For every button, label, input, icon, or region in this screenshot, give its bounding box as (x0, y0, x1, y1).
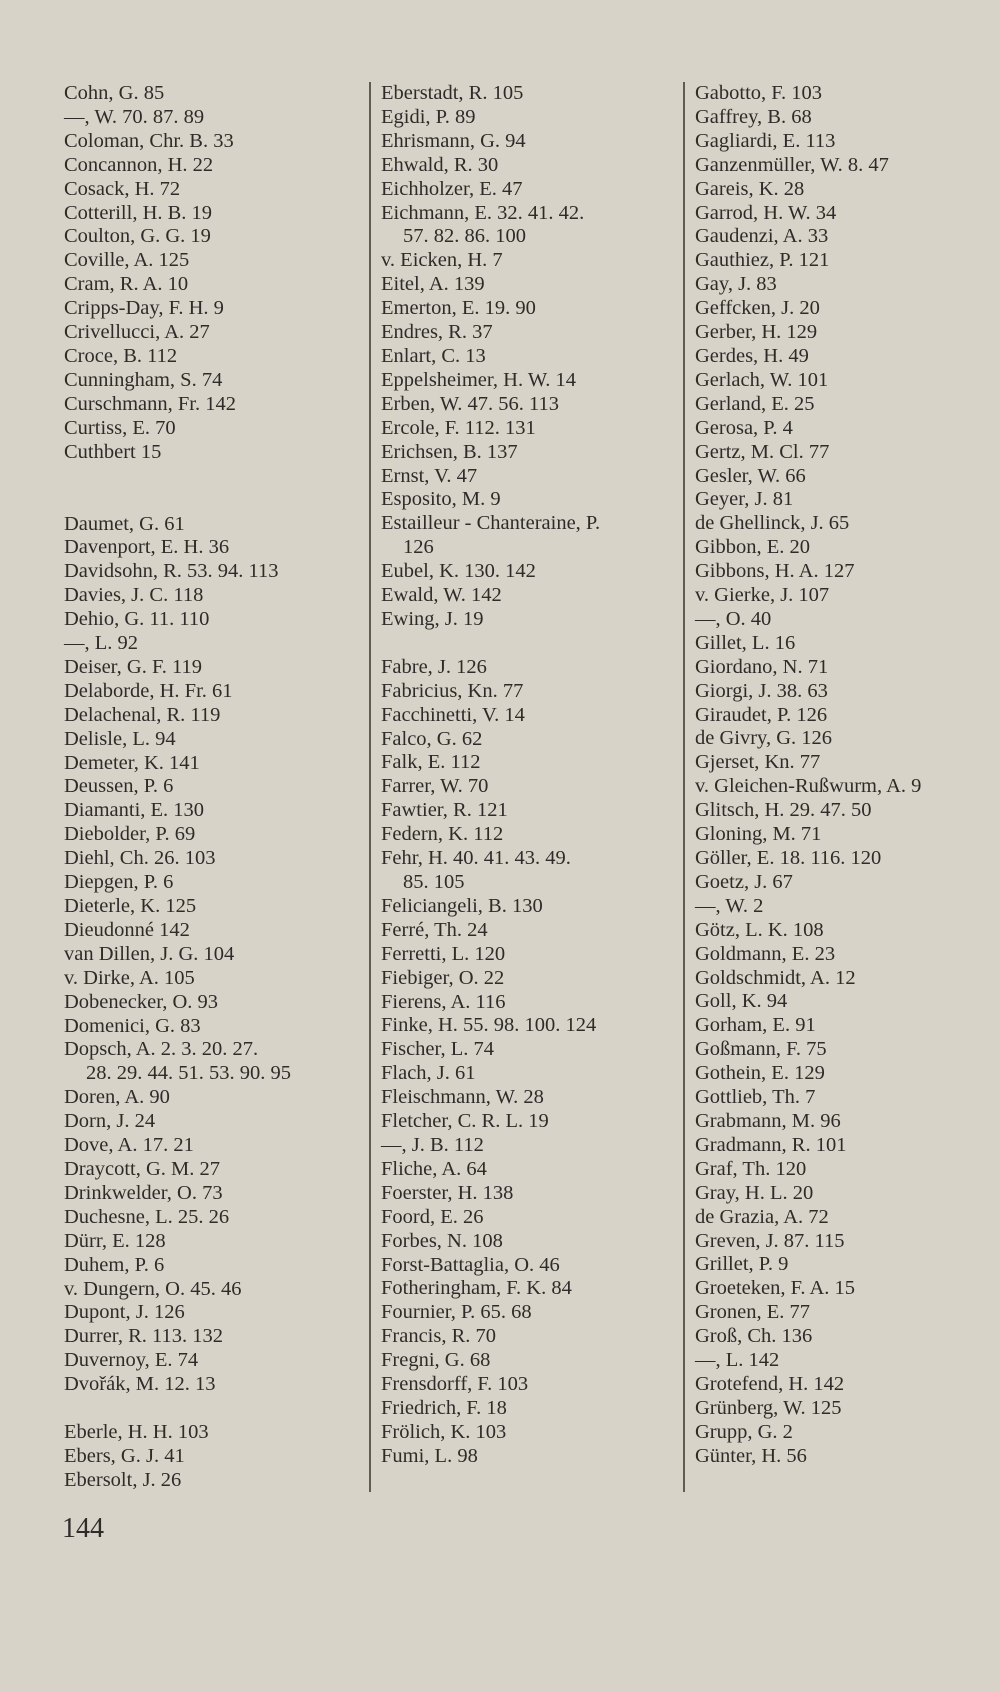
section-gap (381, 632, 686, 656)
index-entry: Esposito, M. 9 (381, 488, 501, 511)
index-entry: de Ghellinck, J. 65 (695, 512, 850, 535)
index-entry: Gothein, E. 129 (695, 1062, 825, 1085)
index-entry: Cuthbert 15 (64, 440, 162, 463)
index-entry: —, L. 92 (64, 632, 139, 655)
index-entry: Falk, E. 112 (381, 751, 481, 774)
index-entry: Frensdorff, F. 103 (381, 1373, 529, 1396)
index-entry: Dobenecker, O. 93 (64, 990, 219, 1013)
index-entry: Eppelsheimer, H. W. 14 (381, 368, 577, 391)
index-column-2 (369, 82, 686, 1492)
index-entry: Fumi, L. 98 (381, 1444, 478, 1467)
index-entry: Groß, Ch. 136 (695, 1325, 813, 1348)
index-entry: Gronen, E. 77 (695, 1301, 811, 1324)
index-entry: Gjerset, Kn. 77 (695, 751, 821, 774)
index-entry: Cosack, H. 72 (64, 177, 181, 200)
index-entry: Concannon, H. 22 (64, 153, 214, 176)
index-entry: Fletcher, C. R. L. 19 (381, 1110, 549, 1133)
index-entry: Gerdes, H. 49 (695, 344, 809, 367)
index-entry: Eichholzer, E. 47 (381, 177, 523, 200)
index-entry: Greven, J. 87. 115 (695, 1229, 845, 1252)
index-entry: Geffcken, J. 20 (695, 297, 820, 320)
index-column-1 (64, 82, 364, 1493)
index-entry: Giraudet, P. 126 (695, 703, 828, 726)
index-entry: Curtiss, E. 70 (64, 416, 176, 439)
index-entry: Gareis, K. 28 (695, 177, 805, 200)
index-entry: Fehr, H. 40. 41. 43. 49. (381, 847, 571, 870)
index-entry: Durrer, R. 113. 132 (64, 1325, 223, 1348)
index-entry: Diebolder, P. 69 (64, 823, 196, 846)
index-entry: Grabmann, M. 96 (695, 1109, 841, 1132)
index-entry: Ebers, G. J. 41 (64, 1444, 185, 1467)
index-entry: Doren, A. 90 (64, 1086, 170, 1109)
section-gap (64, 489, 364, 513)
index-entry: Glitsch, H. 29. 47. 50 (695, 799, 872, 822)
index-entry: Cripps-Day, F. H. 9 (64, 297, 224, 320)
index-entry: Dopsch, A. 2. 3. 20. 27. (64, 1038, 259, 1061)
index-entry: Groeteken, F. A. 15 (695, 1277, 856, 1300)
index-entry: Gibbon, E. 20 (695, 536, 811, 559)
index-entry: Davenport, E. H. 36 (64, 536, 230, 559)
index-entry: Deiser, G. F. 119 (64, 655, 202, 678)
index-entry: Dorn, J. 24 (64, 1110, 156, 1133)
index-entry: Ganzenmüller, W. 8. 47 (695, 153, 889, 176)
index-entry: Croce, B. 112 (64, 344, 178, 367)
index-entry: van Dillen, J. G. 104 (64, 942, 235, 965)
index-entry: Fabricius, Kn. 77 (381, 679, 524, 702)
index-entry: Enlart, C. 13 (381, 344, 486, 367)
index-entry: Gaudenzi, A. 33 (695, 225, 829, 248)
index-entry: —, J. B. 112 (381, 1133, 484, 1156)
index-entry: Ercole, F. 112. 131 (381, 416, 536, 439)
index-entry: Forbes, N. 108 (381, 1229, 503, 1252)
index-entry: 85. 105 (403, 871, 465, 893)
index-entry: Dehio, G. 11. 110 (64, 608, 210, 631)
index-entry: Estailleur - Chanteraine, P. (381, 512, 601, 535)
index-entry: Fawtier, R. 121 (381, 799, 508, 822)
index-entry: Eichmann, E. 32. 41. 42. (381, 201, 585, 224)
index-entry: Grillet, P. 9 (695, 1253, 789, 1276)
index-entry: Ewald, W. 142 (381, 584, 502, 607)
index-entry: Ernst, V. 47 (381, 464, 478, 487)
index-entry: Cunningham, S. 74 (64, 368, 223, 391)
index-entry: Fliche, A. 64 (381, 1157, 487, 1180)
index-entry: Gesler, W. 66 (695, 464, 806, 487)
index-entry: Demeter, K. 141 (64, 751, 200, 774)
index-entry: Coville, A. 125 (64, 249, 190, 272)
index-entry: —, O. 40 (695, 607, 772, 630)
index-entry: Dove, A. 17. 21 (64, 1134, 194, 1157)
index-entry: Grotefend, H. 142 (695, 1372, 845, 1395)
index-entry: Diepgen, P. 6 (64, 871, 174, 894)
index-entry: Goetz, J. 67 (695, 870, 793, 893)
index-entry: Daumet, G. 61 (64, 512, 185, 535)
index-entry: Ewing, J. 19 (381, 607, 484, 630)
index-entry: de Givry, G. 126 (695, 727, 833, 750)
index-entry: Gray, H. L. 20 (695, 1181, 814, 1204)
index-column-3 (683, 82, 1000, 1492)
index-entry: Graf, Th. 120 (695, 1157, 807, 1180)
index-entry: Göller, E. 18. 116. 120 (695, 847, 882, 869)
index-entry: Facchinetti, V. 14 (381, 703, 525, 726)
index-entry: Dvořák, M. 12. 13 (64, 1373, 216, 1396)
index-entry: v. Dungern, O. 45. 46 (64, 1277, 242, 1300)
index-entry: Foord, E. 26 (381, 1205, 484, 1228)
index-entry: Foerster, H. 138 (381, 1181, 514, 1204)
index-entry: Coulton, G. G. 19 (64, 225, 211, 248)
index-entry: —, W. 2 (695, 894, 764, 917)
index-entry: Fischer, L. 74 (381, 1038, 495, 1061)
index-entry: Duchesne, L. 25. 26 (64, 1205, 230, 1228)
index-entry: Fabre, J. 126 (381, 655, 487, 678)
index-entry: Duhem, P. 6 (64, 1253, 165, 1276)
index-entry: Gradmann, R. 101 (695, 1133, 847, 1156)
index-entry: Delisle, L. 94 (64, 727, 176, 750)
index-entry: Flach, J. 61 (381, 1062, 476, 1085)
index-entry: Grünberg, W. 125 (695, 1396, 842, 1419)
index-entry: Fournier, P. 65. 68 (381, 1301, 532, 1324)
index-entry: Gerosa, P. 4 (695, 416, 793, 439)
index-entry: Crivellucci, A. 27 (64, 321, 210, 344)
index-entry: Gerber, H. 129 (695, 321, 818, 344)
index-entry: Gillet, L. 16 (695, 631, 796, 654)
index-entry: Gagliardi, E. 113 (695, 129, 836, 152)
section-gap (64, 465, 364, 489)
index-entry: Gibbons, H. A. 127 (695, 560, 855, 583)
index-entry: Eberle, H. H. 103 (64, 1421, 209, 1444)
index-entry: Davidsohn, R. 53. 94. 113 (64, 560, 279, 583)
index-entry: Deussen, P. 6 (64, 775, 174, 798)
index-entry: —, L. 142 (695, 1349, 780, 1372)
index-entry: Coloman, Chr. B. 33 (64, 129, 234, 152)
index-entry: Domenici, G. 83 (64, 1014, 201, 1037)
index-entry: Eberstadt, R. 105 (381, 82, 524, 104)
index-entry: Gay, J. 83 (695, 273, 777, 296)
index-entry: Delachenal, R. 119 (64, 703, 221, 726)
index-entry: Giordano, N. 71 (695, 655, 829, 678)
index-entry: 126 (403, 536, 434, 559)
index-entry: Gerland, E. 25 (695, 392, 815, 415)
index-entry: Gottlieb, Th. 7 (695, 1086, 816, 1109)
index-entry: Delaborde, H. Fr. 61 (64, 679, 233, 702)
index-entry: Fregni, G. 68 (381, 1349, 491, 1372)
index-entry: Francis, R. 70 (381, 1325, 497, 1348)
index-entry: Ehwald, R. 30 (381, 153, 499, 176)
index-entry: Goll, K. 94 (695, 990, 788, 1013)
index-entry: Goldmann, E. 23 (695, 942, 836, 965)
index-entry: Eitel, A. 139 (381, 273, 485, 296)
index-entry: Ferré, Th. 24 (381, 918, 488, 941)
index-entry: Gauthiez, P. 121 (695, 249, 830, 272)
index-entry: Fiebiger, O. 22 (381, 966, 505, 989)
index-entry: Eubel, K. 130. 142 (381, 560, 536, 583)
index-entry: Cohn, G. 85 (64, 82, 165, 104)
index-entry: Gaffrey, B. 68 (695, 105, 812, 128)
index-entry: Dieudonné 142 (64, 918, 190, 941)
index-entry: Finke, H. 55. 98. 100. 124 (381, 1014, 597, 1037)
index-entry: Ehrismann, G. 94 (381, 129, 526, 152)
index-entry: Geyer, J. 81 (695, 488, 794, 511)
index-entry: Fotheringham, F. K. 84 (381, 1277, 572, 1300)
index-entry: v. Eicken, H. 7 (381, 249, 503, 272)
index-entry: Giorgi, J. 38. 63 (695, 679, 828, 702)
index-entry: Gertz, M. Cl. 77 (695, 440, 830, 463)
index-entry: Endres, R. 37 (381, 321, 493, 344)
index-entry: Erben, W. 47. 56. 113 (381, 392, 560, 415)
index-entry: Egidi, P. 89 (381, 105, 476, 128)
index-entry: 28. 29. 44. 51. 53. 90. 95 (86, 1062, 291, 1085)
index-entry: v. Gleichen-Rußwurm, A. 9 (695, 775, 922, 798)
index-entry: Garrod, H. W. 34 (695, 201, 837, 224)
index-entry: Cram, R. A. 10 (64, 273, 189, 296)
index-entry: Federn, K. 112 (381, 823, 504, 846)
index-entry: Fierens, A. 116 (381, 990, 506, 1013)
index-entry: Grupp, G. 2 (695, 1420, 793, 1443)
index-entry: Gabotto, F. 103 (695, 82, 823, 104)
index-entry: Götz, L. K. 108 (695, 918, 824, 941)
index-entry: Davies, J. C. 118 (64, 584, 204, 607)
index-entry: Draycott, G. M. 27 (64, 1157, 221, 1180)
index-entry: Curschmann, Fr. 142 (64, 392, 236, 415)
index-entry: Goldschmidt, A. 12 (695, 966, 856, 989)
index-entry: Duvernoy, E. 74 (64, 1349, 199, 1372)
index-entry: Günter, H. 56 (695, 1444, 807, 1467)
index-entry: Cotterill, H. B. 19 (64, 201, 213, 224)
index-entry: v. Dirke, A. 105 (64, 966, 195, 989)
index-entry: —, W. 70. 87. 89 (64, 105, 205, 128)
index-entry: Ebersolt, J. 26 (64, 1468, 182, 1491)
index-entry: Feliciangeli, B. 130 (381, 894, 543, 917)
index-entry: Gloning, M. 71 (695, 823, 822, 846)
index-entry: Falco, G. 62 (381, 727, 483, 750)
index-entry: Gorham, E. 91 (695, 1014, 816, 1037)
index-entry: Emerton, E. 19. 90 (381, 297, 536, 320)
index-entry: Dupont, J. 126 (64, 1301, 185, 1324)
index-entry: Erichsen, B. 137 (381, 440, 518, 463)
index-entry: Diamanti, E. 130 (64, 799, 205, 822)
index-entry: Dieterle, K. 125 (64, 895, 197, 917)
index-entry: Frölich, K. 103 (381, 1420, 507, 1443)
section-gap (64, 1397, 364, 1421)
index-entry: Farrer, W. 70 (381, 775, 489, 798)
index-entry: Ferretti, L. 120 (381, 942, 506, 965)
page-number: 144 (62, 1513, 104, 1544)
index-entry: Goßmann, F. 75 (695, 1038, 827, 1061)
index-entry: de Grazia, A. 72 (695, 1205, 829, 1228)
index-entry: 57. 82. 86. 100 (403, 225, 526, 248)
index-entry: Dürr, E. 128 (64, 1229, 166, 1252)
index-entry: v. Gierke, J. 107 (695, 584, 830, 607)
index-entry: Fleischmann, W. 28 (381, 1086, 544, 1109)
index-entry: Forst-Battaglia, O. 46 (381, 1253, 560, 1276)
index-entry: Gerlach, W. 101 (695, 368, 829, 391)
index-entry: Drinkwelder, O. 73 (64, 1181, 223, 1204)
index-entry: Friedrich, F. 18 (381, 1396, 507, 1419)
index-entry: Diehl, Ch. 26. 103 (64, 847, 216, 870)
